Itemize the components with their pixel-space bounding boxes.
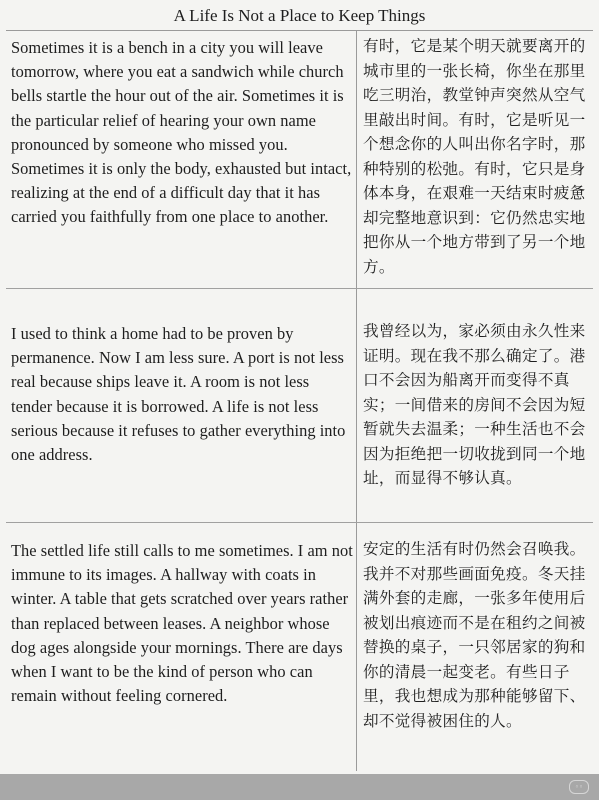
row-divider-1: [6, 288, 593, 289]
bilingual-table: [0, 31, 599, 771]
column-divider: [356, 31, 357, 771]
english-paragraph-1: Sometimes it is a bench in a city you will leave tomorrow, where you eat a sandwich while church bells startle the hour out of the air. Sometimes it is the particular relief of hearing your own name pronounced by someone who missed you. Sometimes it is only the body, exhausted but intact, realizing at the end of a difficult day that it has carried you faithfully from one place to another.: [11, 38, 352, 227]
bottom-bar: [0, 774, 599, 800]
english-paragraph-2: I used to think a home had to be proven by permanence. Now I am less sure. A port is not less real because ships leave it. A room is not less tender because it is borrowed. A life is not less serious because it refuses to gather everything into one address.: [11, 324, 346, 465]
page-title: A Life Is Not a Place to Keep Things: [6, 0, 593, 31]
chinese-paragraph-3: 安定的生活有时仍然会召唤我。我并不对那些画面免疫。冬天挂满外套的走廊，一张多年使用后被划出痕迹而不是在租约之间被替换的桌子，一只邻居家的狗和你的清晨一起变老。有些日子里，我也想成为那种能够留下、却不觉得被困住的人。: [363, 540, 586, 730]
chinese-paragraph-2: 我曾经以为，家必须由永久性来证明。现在我不那么确定了。港口不会因为船离开而变得不真实；一间借来的房间不会因为短暂就失去温柔；一种生活也不会因为拒绝把一切收拢到同一个地址，而显得不够认真。: [363, 322, 586, 487]
row-divider-2: [6, 522, 593, 523]
watermark-badge-icon: ◦◦: [569, 780, 589, 794]
chinese-paragraph-1: 有时，它是某个明天就要离开的城市里的一张长椅，你坐在那里吃三明治，教堂钟声突然从空气里敲出时间。有时，它是听见一个想念你的人叫出你名字时，那种特别的松弛。有时，它只是身体本身，在艰难一天结束时疲惫却完整地意识到：它仍然忠实地把你从一个地方带到了另一个地方。: [363, 37, 586, 276]
english-paragraph-3: The settled life still calls to me sometimes. I am not immune to its images. A hallway with coats in winter. A table that gets scratched over years rather than replaced between leases. A neighbor whose dog ages alongside your mornings. There are days when I want to be the kind of person who can remain without feeling cornered.: [11, 541, 353, 706]
